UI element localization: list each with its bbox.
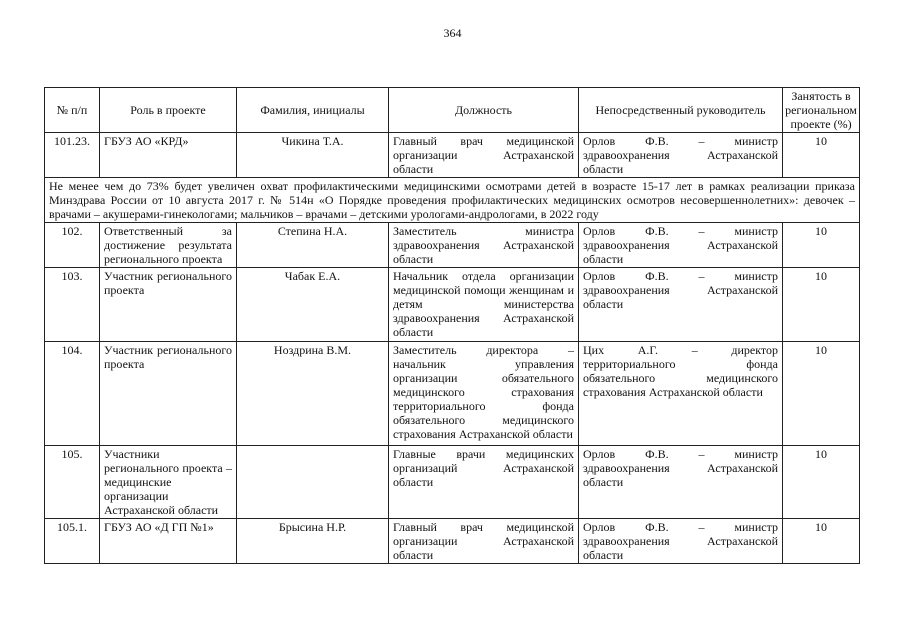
row-name: Брысина Н.Р. [237, 519, 389, 564]
row-employment: 10 [783, 446, 860, 519]
header-manager: Непосредственный руководитель [579, 88, 783, 133]
row-num: 104. [45, 342, 100, 446]
row-employment: 10 [783, 519, 860, 564]
row-manager: Орлов Ф.В. – министр здравоохранения Астраханской области [579, 133, 783, 178]
table-row [45, 223, 860, 268]
row-role: Участник регионального проекта [100, 268, 237, 342]
table-row [45, 446, 860, 519]
row-position: Заместитель министра здравоохранения Астраханской области [389, 223, 579, 268]
row-name: Степина Н.А. [237, 223, 389, 268]
row-num: 102. [45, 223, 100, 268]
row-position: Главные врачи медицинских организаций Астраханской области [389, 446, 579, 519]
row-num: 105. [45, 446, 100, 519]
header-num: № п/п [45, 88, 100, 133]
row-num: 101.23. [45, 133, 100, 178]
row-num: 105.1. [45, 519, 100, 564]
table-row [45, 519, 860, 564]
row-employment: 10 [783, 223, 860, 268]
row-role: Участник регионального проекта [100, 342, 237, 446]
row-employment: 10 [783, 133, 860, 178]
table-row [45, 342, 860, 446]
row-position: Заместитель директора – начальник управления организации обязательного медицинского страхования территориального фонда обязательного медицинского страхования Астраханской области [389, 342, 579, 446]
page-number: 364 [443, 26, 462, 40]
row-employment: 10 [783, 342, 860, 446]
note-row [45, 178, 860, 223]
project-staff-table [44, 87, 860, 564]
row-employment: 10 [783, 268, 860, 342]
row-role: Участники регионального проекта – медицинские организации Астраханской области [100, 446, 237, 519]
row-role: ГБУЗ АО «Д ГП №1» [100, 519, 237, 564]
row-manager: Орлов Ф.В. – министр здравоохранения Астраханской области [579, 446, 783, 519]
row-role: Ответственный за достижение результата регионального проекта [100, 223, 237, 268]
row-position: Главный врач медицинской организации Астраханской области [389, 133, 579, 178]
row-name: Чикина Т.А. [237, 133, 389, 178]
row-position: Начальник отдела организации медицинской помощи женщинам и детям министерства здравоохранения Астраханской области [389, 268, 579, 342]
row-position: Главный врач медицинской организации Астраханской области [389, 519, 579, 564]
table-row [45, 268, 860, 342]
row-num: 103. [45, 268, 100, 342]
row-manager: Орлов Ф.В. – министр здравоохранения Астраханской области [579, 519, 783, 564]
table-row [45, 133, 860, 178]
row-name: Чабак Е.А. [237, 268, 389, 342]
header-role: Роль в проекте [100, 88, 237, 133]
result-note: Не менее чем до 73% будет увеличен охват профилактическими медицинскими осмотрами детей в возрасте 15-17 лет в рамках реализации приказа Минздрава России от 10 августа 2017 г. № 514н «О Порядке проведения профилактических медицинских осмотров несовершеннолетних»: девочек – врачами – акушерами-гинекологами; мальчиков – врачами – детскими урологами-андрологами, в 2022 году [45, 178, 860, 223]
row-manager: Цих А.Г. – директор территориального фонда обязательного медицинского страхования Астраханской области [579, 342, 783, 446]
row-name [237, 446, 389, 519]
row-name: Ноздрина В.М. [237, 342, 389, 446]
header-name: Фамилия, инициалы [237, 88, 389, 133]
header-employment: Занятость в региональном проекте (%) [783, 88, 860, 133]
header-position: Должность [389, 88, 579, 133]
row-role: ГБУЗ АО «КРД» [100, 133, 237, 178]
table-header-row [45, 88, 860, 133]
row-manager: Орлов Ф.В. – министр здравоохранения Астраханской области [579, 223, 783, 268]
row-manager: Орлов Ф.В. – министр здравоохранения Астраханской области [579, 268, 783, 342]
